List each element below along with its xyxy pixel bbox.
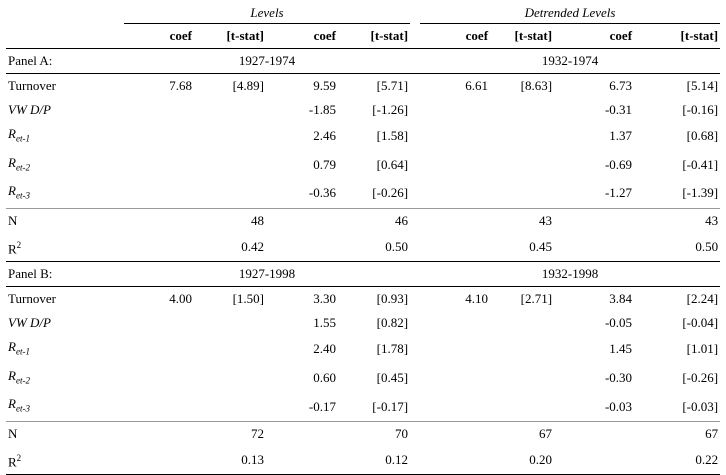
col-header: [t-stat] (338, 24, 410, 49)
gap-cell (410, 287, 420, 312)
table-cell: -0.17 (308, 398, 336, 414)
n-value: 43 (634, 208, 720, 233)
table-cell (420, 311, 490, 335)
col-header: coef (420, 24, 490, 49)
empty-cell (554, 208, 634, 233)
panel-b (6, 262, 720, 475)
table-row (6, 74, 720, 99)
table-cell (420, 364, 490, 393)
table-cell: 6.73 (609, 78, 633, 93)
gap-cell (410, 151, 420, 180)
table-cell: 1.45 (609, 341, 633, 357)
row-label-sub: et-2 (15, 162, 30, 173)
gap-cell (410, 122, 420, 151)
table-cell: 0.60 (313, 370, 336, 385)
period-levels: 1927-1974 (124, 49, 410, 74)
gap-cell (410, 446, 420, 475)
empty-cell (554, 421, 634, 446)
n-value: 67 (490, 421, 554, 446)
n-value: 48 (194, 208, 266, 233)
gap-cell (410, 179, 420, 208)
table-cell (194, 151, 266, 180)
row-label-base: R (8, 126, 16, 141)
table-cell (490, 98, 554, 122)
table-cell: [0.68] (686, 128, 719, 144)
table-cell (490, 122, 554, 151)
table-cell: 7.68 (169, 78, 192, 93)
row-label-sub: et-1 (15, 133, 30, 144)
row-label-base: R (8, 367, 16, 383)
table-cell: -1.85 (308, 102, 336, 117)
table-cell: 4.10 (465, 291, 489, 307)
table-cell (194, 179, 266, 208)
empty-cell (124, 208, 194, 233)
table-cell: 6.61 (465, 78, 489, 93)
table-cell (490, 151, 554, 180)
table-cell (124, 335, 194, 364)
r2-label-sup: 2 (16, 239, 22, 250)
n-value: 46 (338, 208, 410, 233)
column-header-row (6, 24, 720, 49)
period-detrended: 1932-1974 (420, 49, 720, 74)
n-value: 70 (338, 421, 410, 446)
table-cell: [-1.26] (372, 102, 409, 117)
table-cell (124, 151, 194, 180)
table-cell: [-0.04] (682, 315, 719, 331)
table-cell: [4.89] (232, 78, 264, 93)
r2-value: 0.20 (490, 446, 554, 475)
table-cell (194, 364, 266, 393)
r2-value: 0.13 (194, 446, 266, 475)
empty-cell (266, 208, 338, 233)
r2-label-base: R (8, 454, 17, 470)
table-cell (420, 392, 490, 421)
table-cell (124, 179, 194, 208)
group-detrended: Detrended Levels (420, 2, 720, 24)
table-cell (194, 311, 266, 335)
r2-value: 0.12 (338, 446, 410, 475)
table-cell: [5.71] (376, 78, 409, 93)
table-cell: 9.59 (313, 78, 336, 93)
row-label: VW D/P (8, 102, 51, 117)
gap-cell (410, 74, 420, 99)
table-row (6, 151, 720, 180)
table-cell: [2.71] (520, 291, 553, 307)
col-header: coef (266, 24, 338, 49)
gap-cell (410, 233, 420, 262)
table-cell: 3.84 (609, 291, 633, 307)
col-header: coef (554, 24, 634, 49)
row-label: VW D/P (8, 315, 51, 331)
r2-value: 0.50 (634, 233, 720, 262)
table-row (6, 122, 720, 151)
gap-cell (410, 392, 420, 421)
row-label (6, 122, 124, 151)
table-cell (194, 98, 266, 122)
table-cell: 2.40 (313, 341, 336, 357)
r2-value: 0.42 (194, 233, 266, 262)
table-cell: [-0.26] (682, 370, 719, 385)
col-header: [t-stat] (490, 24, 554, 49)
table-cell: [-0.17] (372, 398, 409, 414)
n-value: 67 (634, 421, 720, 446)
r2-value: 0.22 (634, 446, 720, 475)
gap-cell (410, 208, 420, 233)
table-cell: -0.69 (604, 156, 633, 172)
table-row (6, 287, 720, 312)
table-cell (124, 364, 194, 393)
table-cell: -1.27 (604, 185, 633, 201)
gap-cell (410, 49, 420, 74)
table-cell: [5.14] (686, 78, 719, 93)
table-cell: [-0.26] (372, 185, 409, 201)
table-cell (420, 122, 490, 151)
gap-cell (410, 364, 420, 393)
row-label (6, 392, 124, 421)
table-row (6, 311, 720, 335)
table-cell (490, 179, 554, 208)
table-cell (124, 392, 194, 421)
table-cell (490, 364, 554, 393)
table-cell: -0.36 (308, 185, 336, 201)
table-cell: [1.58] (376, 128, 409, 144)
col-header: coef (124, 24, 194, 49)
table-cell: [0.64] (376, 156, 409, 172)
row-label: Turnover (8, 78, 56, 93)
table-cell: 0.79 (313, 156, 336, 172)
table-row (6, 335, 720, 364)
row-label (6, 335, 124, 364)
table-cell: [1.01] (686, 341, 719, 357)
empty-cell (554, 233, 634, 262)
table-cell: [0.93] (376, 291, 409, 307)
panel-a (6, 49, 720, 262)
empty-cell (420, 208, 490, 233)
n-row (6, 421, 720, 446)
panel-header-row (6, 262, 720, 287)
empty-cell (266, 446, 338, 475)
table-cell: -0.05 (604, 315, 633, 331)
table-cell (194, 335, 266, 364)
n-label: N (6, 421, 124, 446)
table-cell (490, 335, 554, 364)
table-row (6, 179, 720, 208)
row-label-base: R (8, 339, 16, 355)
table-cell: -0.31 (604, 102, 633, 117)
gap-cell (410, 335, 420, 364)
table-cell (420, 335, 490, 364)
gap-cell (410, 262, 420, 287)
row-label-base: R (8, 154, 16, 170)
n-label: N (6, 208, 124, 233)
table-cell: 1.37 (609, 128, 633, 144)
empty-cell (124, 233, 194, 262)
table-cell (490, 392, 554, 421)
row-label-base: R (8, 183, 16, 199)
r2-row (6, 233, 720, 262)
group-levels: Levels (124, 2, 410, 24)
regression-table (6, 2, 720, 475)
table-row (6, 364, 720, 393)
table-cell (124, 311, 194, 335)
table-cell: [1.50] (232, 291, 264, 307)
row-label (6, 364, 124, 393)
empty-cell (124, 446, 194, 475)
empty-cell (554, 446, 634, 475)
r2-label (6, 233, 124, 262)
table-cell (194, 392, 266, 421)
n-value: 43 (490, 208, 554, 233)
r2-label-base: R (8, 241, 17, 257)
n-row (6, 208, 720, 233)
table-cell: [-0.16] (682, 102, 719, 117)
table-cell: [0.45] (376, 370, 409, 385)
row-label-base: R (8, 396, 16, 412)
table-cell: -0.30 (604, 370, 633, 385)
table-cell (420, 151, 490, 180)
table-cell (490, 311, 554, 335)
table-row (6, 392, 720, 421)
group-header-row (6, 2, 720, 24)
table-cell: 4.00 (169, 291, 192, 307)
table-cell: [-1.39] (682, 185, 719, 201)
period-levels: 1927-1998 (124, 262, 410, 287)
table-cell: -0.03 (604, 398, 633, 414)
table-cell: [2.24] (686, 291, 719, 307)
table-cell (420, 179, 490, 208)
col-header: [t-stat] (634, 24, 720, 49)
empty-cell (266, 421, 338, 446)
empty-cell (266, 233, 338, 262)
row-label-sub: et-2 (15, 375, 30, 386)
empty-cell (124, 421, 194, 446)
panel-label: Panel A: (6, 49, 124, 74)
empty-cell (420, 233, 490, 262)
period-detrended: 1932-1998 (420, 262, 720, 287)
r2-value: 0.45 (490, 233, 554, 262)
table-cell (124, 122, 194, 151)
row-label (6, 179, 124, 208)
n-value: 72 (194, 421, 266, 446)
row-label-sub: et-3 (15, 403, 30, 414)
row-label (6, 151, 124, 180)
r2-label (6, 446, 124, 475)
gap-cell (410, 98, 420, 122)
row-label-sub: et-3 (15, 190, 30, 201)
empty-cell (420, 421, 490, 446)
table-cell: [-0.03] (682, 398, 719, 414)
r2-label-sup: 2 (16, 452, 22, 463)
table-cell (124, 98, 194, 122)
table-cell (194, 122, 266, 151)
table-row (6, 98, 720, 122)
r2-value: 0.50 (338, 233, 410, 262)
table-cell: [8.63] (520, 78, 553, 93)
table-cell: [0.82] (376, 315, 409, 331)
gap-cell (410, 311, 420, 335)
table-cell: [1.78] (376, 341, 409, 357)
r2-row (6, 446, 720, 475)
col-header: [t-stat] (194, 24, 266, 49)
panel-header-row (6, 49, 720, 74)
row-label-sub: et-1 (15, 346, 30, 357)
table-cell: [-0.41] (682, 156, 719, 172)
empty-cell (420, 446, 490, 475)
row-label: Turnover (8, 291, 56, 307)
table-cell: 1.55 (313, 315, 336, 331)
panel-label: Panel B: (6, 262, 124, 287)
gap-cell (410, 421, 420, 446)
table-cell: 2.46 (313, 128, 336, 144)
table-cell (420, 98, 490, 122)
table-cell: 3.30 (313, 291, 336, 307)
